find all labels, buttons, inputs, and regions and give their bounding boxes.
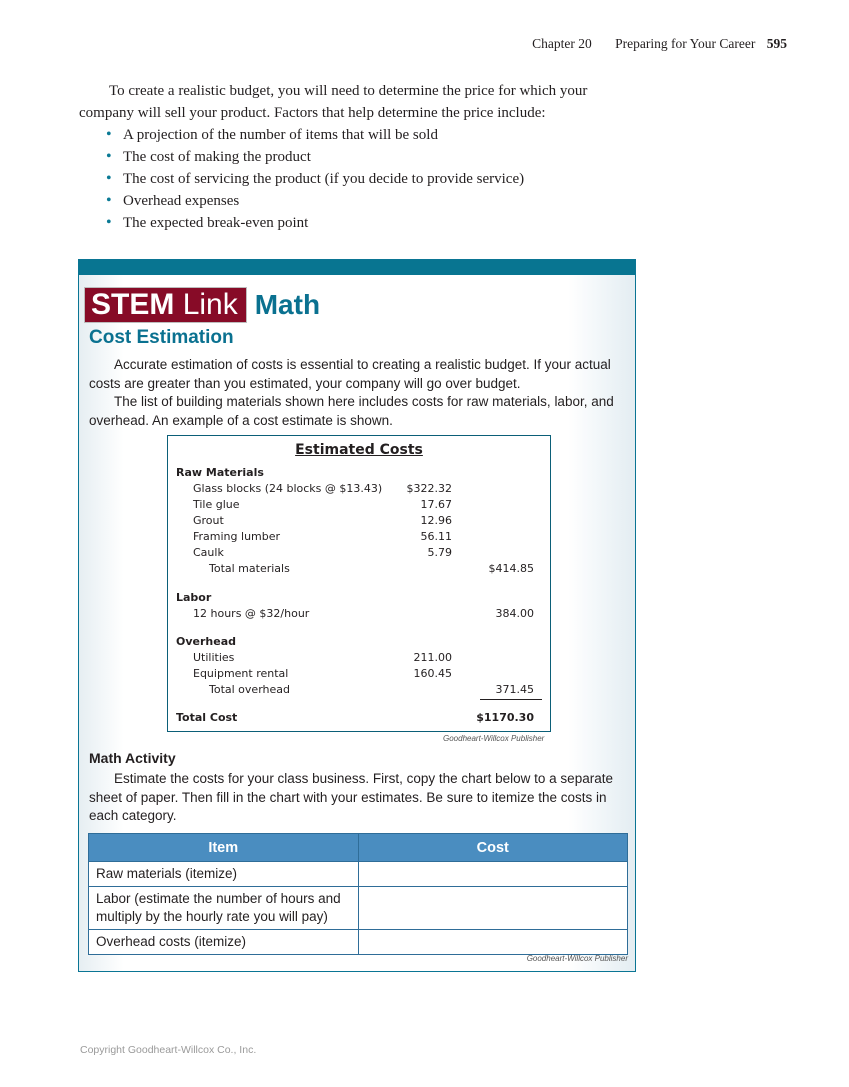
cost-row: [176, 607, 542, 623]
list-item: • The expected break-even point: [123, 212, 639, 234]
cost-label: Tile glue: [193, 498, 240, 511]
cost-label: Grout: [193, 514, 224, 527]
total-row: [176, 683, 542, 699]
copyright: Copyright Goodheart-Willcox Co., Inc.: [80, 1044, 257, 1056]
cost-amount: 12.96: [420, 514, 452, 527]
cost-amount: 17.67: [420, 498, 452, 511]
cost-amount: 160.45: [413, 667, 452, 680]
cost-label: Glass blocks (24 blocks @ $13.43): [193, 482, 383, 495]
cost-row: [176, 514, 542, 530]
grand-total-row: [176, 711, 542, 727]
cost-label: Equipment rental: [193, 667, 289, 680]
cost-row: [176, 651, 542, 667]
list-item: • The cost of servicing the product (if you decide to provide service): [123, 168, 639, 190]
grand-total-amount: $1170.30: [476, 711, 534, 724]
table-row: [89, 862, 628, 887]
overhead-header: Overhead: [176, 635, 236, 648]
paragraph: Estimate the costs for your class business. First, copy the chart below to a separate sheet of paper. Then fill in the chart with your estimates. Be sure to itemize the costs in each category.: [89, 771, 613, 823]
stem-title: [84, 287, 320, 323]
cost-cell: [358, 862, 628, 887]
activity-table: [88, 833, 628, 955]
stem-subject: Math: [254, 289, 321, 320]
raw-header: Raw Materials: [176, 466, 264, 479]
cost-label: Utilities: [193, 651, 235, 664]
total-amount: $414.85: [488, 562, 534, 575]
list-item: • Overhead expenses: [123, 190, 639, 212]
figure-title: [168, 442, 550, 458]
cost-cell: [358, 930, 628, 955]
activity-text: [89, 770, 629, 826]
cost-amount: 56.11: [420, 530, 452, 543]
table-row: [89, 887, 628, 930]
stem-top-bar: [79, 260, 635, 275]
stem-link-box: [78, 259, 636, 972]
sum-rule: [480, 699, 542, 700]
column-header-item: Item: [89, 834, 359, 862]
intro-paragraph: To create a realistic budget, you will need to determine the price for which your company will sell your product. Factors that help determine the price include:: [79, 83, 588, 121]
page-number: 595: [766, 36, 787, 51]
figure-title-text: Estimated Costs: [295, 442, 423, 458]
intro-section: [79, 80, 639, 234]
total-label: Total materials: [209, 562, 290, 575]
estimated-costs-figure: [167, 435, 551, 732]
item-cell: Overhead costs (itemize): [89, 930, 359, 955]
grand-total-label: Total Cost: [176, 711, 238, 724]
factor-list: [79, 124, 639, 234]
labor-header: Labor: [176, 591, 212, 604]
intro-text: [89, 356, 629, 430]
cost-row: [176, 530, 542, 546]
total-amount: 371.45: [495, 683, 534, 696]
cost-row: [176, 498, 542, 514]
section-heading: Cost Estimation: [89, 327, 234, 348]
activity-heading: Math Activity: [89, 750, 176, 766]
stem-badge: [84, 287, 247, 323]
cost-row: [176, 546, 542, 562]
figure-credit: Goodheart-Willcox Publisher: [443, 734, 545, 743]
paragraph: Accurate estimation of costs is essential to creating a realistic budget. If your actual costs are greater than you estimated, your company will go over budget.: [89, 357, 611, 391]
table-credit: Goodheart-Willcox Publisher: [526, 954, 628, 963]
cost-row: [176, 667, 542, 683]
total-label: Total overhead: [209, 683, 290, 696]
cost-label: 12 hours @ $32/hour: [193, 607, 310, 620]
cost-amount: 5.79: [427, 546, 452, 559]
column-header-cost: Cost: [358, 834, 628, 862]
cost-amount: 211.00: [413, 651, 452, 664]
item-cell: Labor (estimate the number of hours and multiply by the hourly rate you will pay): [89, 887, 359, 930]
cost-cell: [358, 887, 628, 930]
chapter-label: Chapter 20: [532, 36, 592, 51]
cost-label: Framing lumber: [193, 530, 281, 543]
stem-badge-light: Link: [182, 288, 238, 321]
cost-row: [176, 482, 542, 498]
paragraph: The list of building materials shown here includes costs for raw materials, labor, and overhead. An example of a cost estimate is shown.: [89, 394, 614, 428]
table-row: [89, 930, 628, 955]
cost-amount: $322.32: [406, 482, 452, 495]
cost-label: Caulk: [193, 546, 224, 559]
total-row: [176, 562, 542, 578]
list-item: • A projection of the number of items that will be sold: [123, 124, 639, 146]
total-amount: 384.00: [495, 607, 534, 620]
running-head: [532, 36, 787, 52]
item-cell: Raw materials (itemize): [89, 862, 359, 887]
chapter-title: Preparing for Your Career: [615, 36, 756, 51]
stem-badge-bold: STEM: [91, 288, 175, 321]
list-item: • The cost of making the product: [123, 146, 639, 168]
